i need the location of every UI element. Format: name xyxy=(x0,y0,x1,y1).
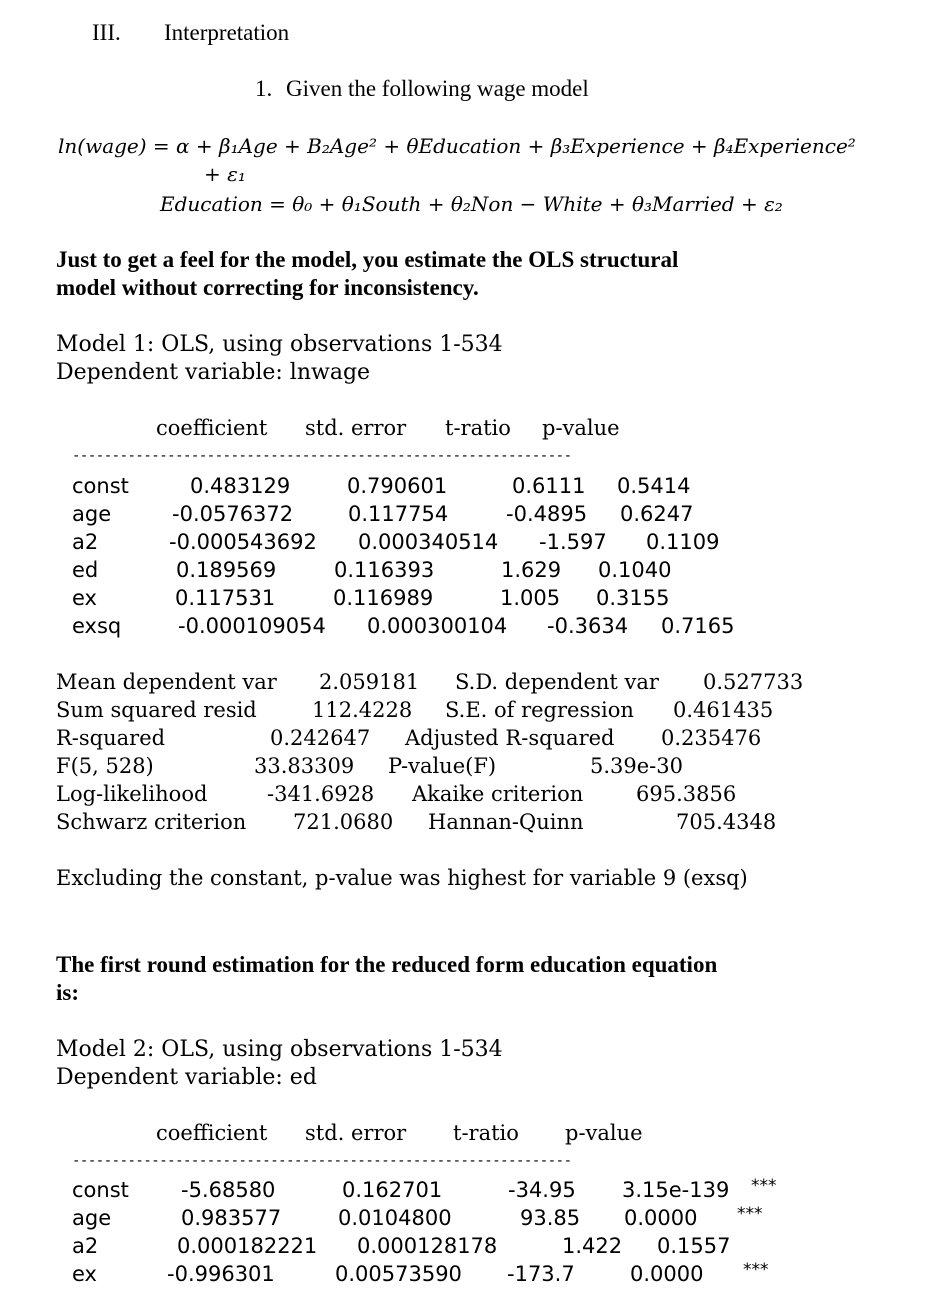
se-value: 0.117754 xyxy=(348,502,449,526)
model1-title: Model 1: OLS, using observations 1-534 xyxy=(56,332,503,357)
question-text: Given the following wage model xyxy=(286,76,589,101)
coef-value: -0.000543692 xyxy=(169,530,317,554)
coef-value: 0.983577 xyxy=(181,1206,282,1230)
coef-value: 0.483129 xyxy=(190,474,291,498)
se-value: 0.000128178 xyxy=(357,1234,498,1258)
se-value: 0.790601 xyxy=(347,474,448,498)
model1-col-coefficient: coefficient xyxy=(156,416,268,440)
var-name: ex xyxy=(72,586,97,610)
model2-col-p-value: p-value xyxy=(565,1121,643,1145)
model1-note: Excluding the constant, p-value was highest for variable 9 (exsq) xyxy=(56,866,748,890)
model2-header xyxy=(56,1036,503,1092)
t-value: -173.7 xyxy=(507,1262,575,1286)
var-name: const xyxy=(72,474,129,498)
se-value: 0.000340514 xyxy=(358,530,499,554)
model2-title: Model 2: OLS, using observations 1-534 xyxy=(56,1037,503,1062)
coef-value: -0.000109054 xyxy=(178,614,326,638)
p-value: 0.6247 xyxy=(620,502,694,526)
p-value: 0.0000 xyxy=(630,1262,704,1286)
significance-stars: *** xyxy=(743,1260,769,1280)
question-number: 1. xyxy=(255,76,273,101)
p-value: 0.1109 xyxy=(646,530,720,554)
stat-value: 721.0680 xyxy=(293,810,394,834)
stat-value: 0.235476 xyxy=(661,726,762,750)
model1-header xyxy=(56,331,503,387)
stat-value: 2.059181 xyxy=(319,670,420,694)
model1-col-std-error: std. error xyxy=(305,416,407,440)
se-value: 0.00573590 xyxy=(335,1262,462,1286)
model2-col-t-ratio: t-ratio xyxy=(453,1121,519,1145)
intro-paragraph xyxy=(56,246,678,302)
stat-label: P-value(F) xyxy=(388,754,497,778)
intro-line-1: Just to get a feel for the model, you estimate the OLS structural xyxy=(56,247,679,272)
coef-value: 0.189569 xyxy=(176,558,277,582)
stat-label: Log-likelihood xyxy=(56,782,208,806)
stat-value: -341.6928 xyxy=(267,782,375,806)
stat-label: S.E. of regression xyxy=(445,698,634,722)
p-value: 0.3155 xyxy=(596,586,670,610)
t-value: -1.597 xyxy=(539,530,607,554)
stat-value: 33.83309 xyxy=(254,754,355,778)
stat-value: 112.4228 xyxy=(312,698,413,722)
var-name: ex xyxy=(72,1262,97,1286)
se-value: 0.000300104 xyxy=(367,614,508,638)
p-value: 3.15e-139 xyxy=(622,1178,730,1202)
coef-value: 0.117531 xyxy=(175,586,276,610)
var-name: ed xyxy=(72,558,99,582)
stat-label: Mean dependent var xyxy=(56,670,277,694)
wage-equation-line2: + ε₁ xyxy=(204,162,246,186)
model2-col-coefficient: coefficient xyxy=(156,1121,268,1145)
education-equation: Education = θ₀ + θ₁South + θ₂Non − White + θ₃Married + ε₂ xyxy=(160,192,783,216)
question-item xyxy=(255,76,589,102)
t-value: 1.005 xyxy=(500,586,561,610)
p-value: 0.1557 xyxy=(657,1234,731,1258)
reduced-form-line-1: The first round estimation for the reduced form education equation xyxy=(56,952,718,977)
var-name: a2 xyxy=(72,1234,99,1258)
model2-col-std-error: std. error xyxy=(305,1121,407,1145)
t-value: 1.629 xyxy=(501,558,562,582)
stat-label: F(5, 528) xyxy=(56,754,154,778)
stat-value: 705.4348 xyxy=(676,810,777,834)
coef-value: -0.996301 xyxy=(167,1262,275,1286)
reduced-form-paragraph xyxy=(56,951,717,1007)
model1-dependent: Dependent variable: lnwage xyxy=(56,360,371,385)
stat-label: R-squared xyxy=(56,726,166,750)
stat-label: Akaike criterion xyxy=(412,782,584,806)
model2-rule: --------------------------------------------------------------- xyxy=(72,1153,572,1169)
var-name: exsq xyxy=(72,614,122,638)
coef-value: -5.68580 xyxy=(181,1178,276,1202)
se-value: 0.0104800 xyxy=(338,1206,452,1230)
se-value: 0.116393 xyxy=(334,558,435,582)
wage-equation-line1: ln(wage) = α + β₁Age + B₂Age² + θEducation + β₃Experience + β₄Experience² xyxy=(58,134,856,158)
intro-line-2: model without correcting for inconsistency. xyxy=(56,275,479,300)
p-value: 0.1040 xyxy=(598,558,672,582)
t-value: -34.95 xyxy=(508,1178,576,1202)
stat-value: 0.461435 xyxy=(673,698,774,722)
reduced-form-line-2: is: xyxy=(56,980,79,1005)
coef-value: 0.000182221 xyxy=(177,1234,318,1258)
var-name: const xyxy=(72,1178,129,1202)
stat-value: 0.527733 xyxy=(703,670,804,694)
p-value: 0.7165 xyxy=(661,614,735,638)
t-value: -0.4895 xyxy=(506,502,588,526)
stat-label: Schwarz criterion xyxy=(56,810,247,834)
stat-label: Adjusted R-squared xyxy=(405,726,615,750)
t-value: -0.3634 xyxy=(547,614,629,638)
stat-value: 695.3856 xyxy=(636,782,737,806)
significance-stars: *** xyxy=(737,1204,763,1224)
var-name: a2 xyxy=(72,530,99,554)
t-value: 0.6111 xyxy=(512,474,586,498)
p-value: 0.5414 xyxy=(617,474,691,498)
t-value: 93.85 xyxy=(520,1206,581,1230)
model1-rule: --------------------------------------------------------------- xyxy=(72,448,572,464)
stat-label: Sum squared resid xyxy=(56,698,257,722)
coef-value: -0.0576372 xyxy=(172,502,294,526)
section-number: III. xyxy=(92,20,121,45)
stat-value: 5.39e-30 xyxy=(590,754,684,778)
section-title: Interpretation xyxy=(164,20,290,45)
t-value: 1.422 xyxy=(562,1234,623,1258)
model1-col-p-value: p-value xyxy=(542,416,620,440)
se-value: 0.116989 xyxy=(333,586,434,610)
stat-label: S.D. dependent var xyxy=(455,670,659,694)
p-value: 0.0000 xyxy=(624,1206,698,1230)
stat-value: 0.242647 xyxy=(270,726,371,750)
model2-dependent: Dependent variable: ed xyxy=(56,1065,317,1090)
stat-label: Hannan-Quinn xyxy=(428,810,584,834)
model1-col-t-ratio: t-ratio xyxy=(445,416,511,440)
var-name: age xyxy=(72,1206,112,1230)
var-name: age xyxy=(72,502,112,526)
se-value: 0.162701 xyxy=(342,1178,443,1202)
significance-stars: *** xyxy=(751,1176,777,1196)
